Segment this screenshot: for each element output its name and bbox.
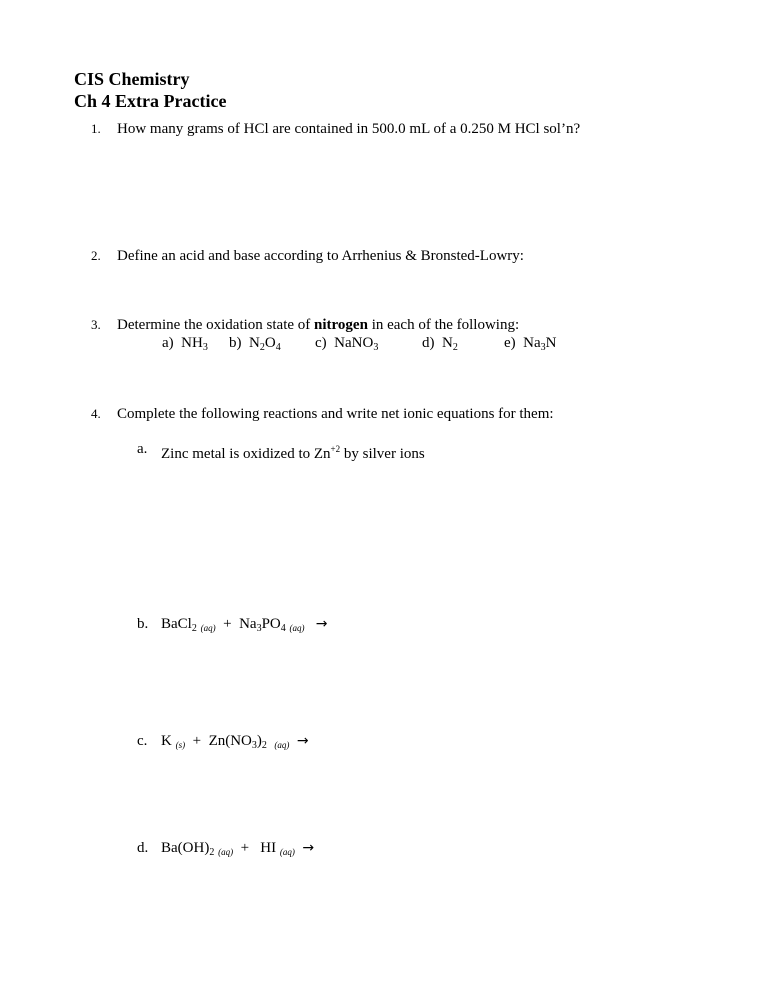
reaction-arrow: → (302, 840, 315, 856)
question-1-text: How many grams of HCl are contained in 500.0 mL of a 0.250 M HCl sol’n? (117, 121, 581, 137)
part-c-label: c. (137, 733, 148, 749)
part-b-equation: BaCl$_2$ $_{(aq)} + Na_3PO_4$ $_{(aq)}$ → (161, 616, 328, 634)
worksheet-title: Ch 4 Extra Practice (74, 91, 227, 111)
option-e: e) $Na_3N$ (504, 335, 557, 353)
reaction-arrow: → (296, 733, 309, 749)
question-3-text: Determine the oxidation state of nitrogen in each of the following: (117, 317, 520, 333)
question-4-number: 4. (91, 406, 101, 421)
option-c: c) NaNO$_3$ (315, 335, 379, 353)
part-a-text: Zinc metal is oxidized to $Zn^{+2}$ by silver ions (161, 444, 425, 462)
question-2-text: Define an acid and base according to Arrhenius & Bronsted-Lowry: (117, 248, 524, 264)
option-d: d) $N_2$ (422, 335, 458, 353)
question-1-number: 1. (91, 121, 101, 136)
question-3-number: 3. (91, 317, 101, 332)
part-c-equation: K $_{(s)} + Zn(NO_3)_2$ $_{(aq)}$ → (161, 733, 309, 751)
option-b: b) $N_2O_4$ (229, 335, 281, 353)
option-a: a) $NH_3$ (162, 335, 208, 353)
part-d-equation: $Ba(OH)_2$ $_{(aq)}$ + HI $_{(aq)}$ → (161, 840, 315, 858)
question-2-number: 2. (91, 248, 101, 263)
emphasis-nitrogen: nitrogen (314, 317, 368, 333)
part-a-label: a. (137, 441, 148, 457)
reaction-arrow: → (315, 616, 328, 632)
question-4-text: Complete the following reactions and write net ionic equations for them: (117, 406, 554, 422)
part-d-label: d. (137, 840, 149, 856)
course-title: CIS Chemistry (74, 69, 190, 89)
part-b-label: b. (137, 616, 149, 632)
